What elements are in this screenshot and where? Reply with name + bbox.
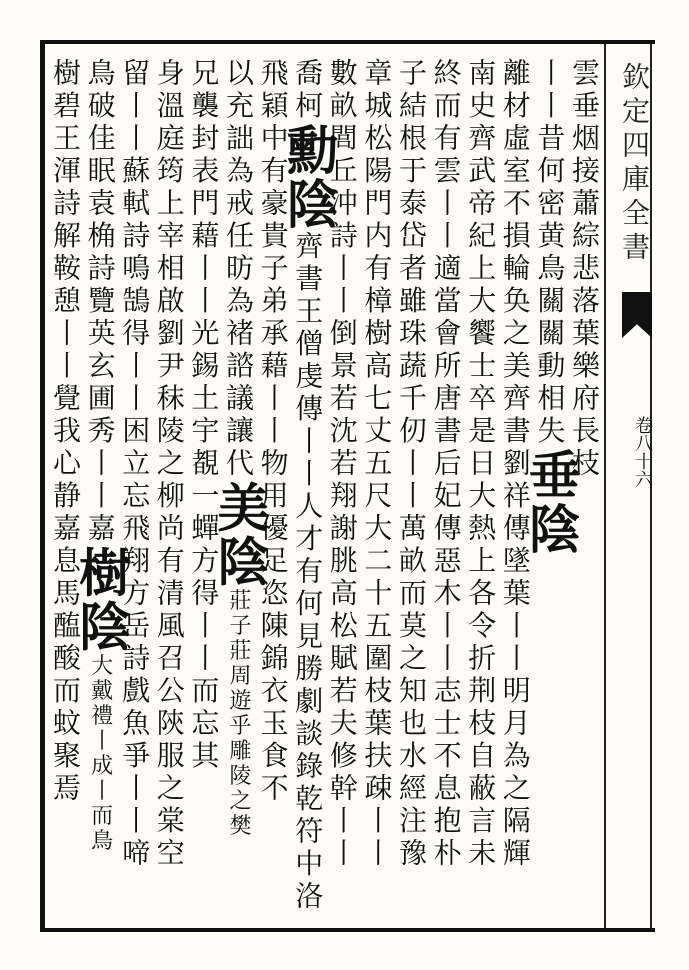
body-text: 丨丨昔何密黄鳥關關動相失 [533, 58, 567, 448]
body-text: 兄襲封表門藉丨丨光錫土宇 [187, 58, 221, 448]
volume-label: 卷八十六 [632, 416, 653, 488]
body-text: 飛穎中有豪貴子弟承藉丨丨物用優足恣陳錦衣玉食不 [256, 58, 290, 806]
body-text: 覩一蟬方得丨丨而忘其 [187, 448, 221, 773]
body-text: 南史齊武帝紀上大饗士卒是日大熱上各令折荆枝自蔽言未 [464, 58, 498, 871]
body-text: 離材虛室不損輪奂之美齊書劉祥傳墜葉丨丨明月為之隔輝 [498, 58, 532, 871]
body-text: 子結根于泰岱者雖珠蔬千仞丨丨萬畝而莫之知也水經注豫 [395, 58, 428, 871]
body-text: 喬柯 [291, 58, 325, 123]
text-column [43, 58, 87, 920]
entry-heading: 樹陰 [69, 545, 131, 654]
page-border-bottom [40, 928, 655, 932]
body-text: 雲垂烟接蕭綜悲落葉樂府長枝 [568, 58, 601, 481]
body-text: 齊書王僧虔傳丨丨人才有何見勝劇談錄乾符中洛 [291, 231, 325, 914]
annotation-text: 大戴禮丨成丨而鳥 [87, 653, 113, 854]
entry-heading: 勳陰 [277, 123, 339, 231]
body-text: 身溫庭筠上宰相啟劉尹秣陵之柳尚有清風召公陝服之棠空 [152, 58, 186, 871]
body-text: 息馬醢酸而蚊聚焉 [49, 545, 82, 806]
body-text: 留丨丨蘇軾詩鳴鵠得丨丨困立忘飛翔方岳詩戲魚爭丨丨啼 [118, 58, 152, 871]
entry-heading: 垂陰 [519, 448, 581, 556]
body-text: 以充詘為戒任昉為褚諮議讓代 [222, 58, 255, 481]
page-border-top [40, 40, 655, 44]
body-text: 樹碧王渾詩解鞍憩丨丨覺我心静嘉 [49, 58, 82, 546]
body-text: 章城松陽門内有樟樹高七丈五尺大二十五圍枝葉扶疎丨丨 [360, 58, 394, 871]
entry-heading: 美陰 [208, 480, 269, 589]
book-title: 欽定四庫全書 [618, 62, 651, 266]
body-text: 數畝閭丘沖詩丨丨倒景若沈若翔謝朓高松賦若夫修幹丨丨 [325, 58, 359, 871]
annotation-text: 莊子莊周遊乎雕陵之樊 [226, 588, 251, 839]
fishtail-mark [622, 292, 652, 338]
body-text: 終而有雲丨丨適當會所唐書后妃傳惡木丨丨志士不息抱朴 [429, 58, 463, 871]
body-text: 鳥破佳眠袁桷詩覽英玄圃秀丨丨嘉 [83, 58, 117, 546]
